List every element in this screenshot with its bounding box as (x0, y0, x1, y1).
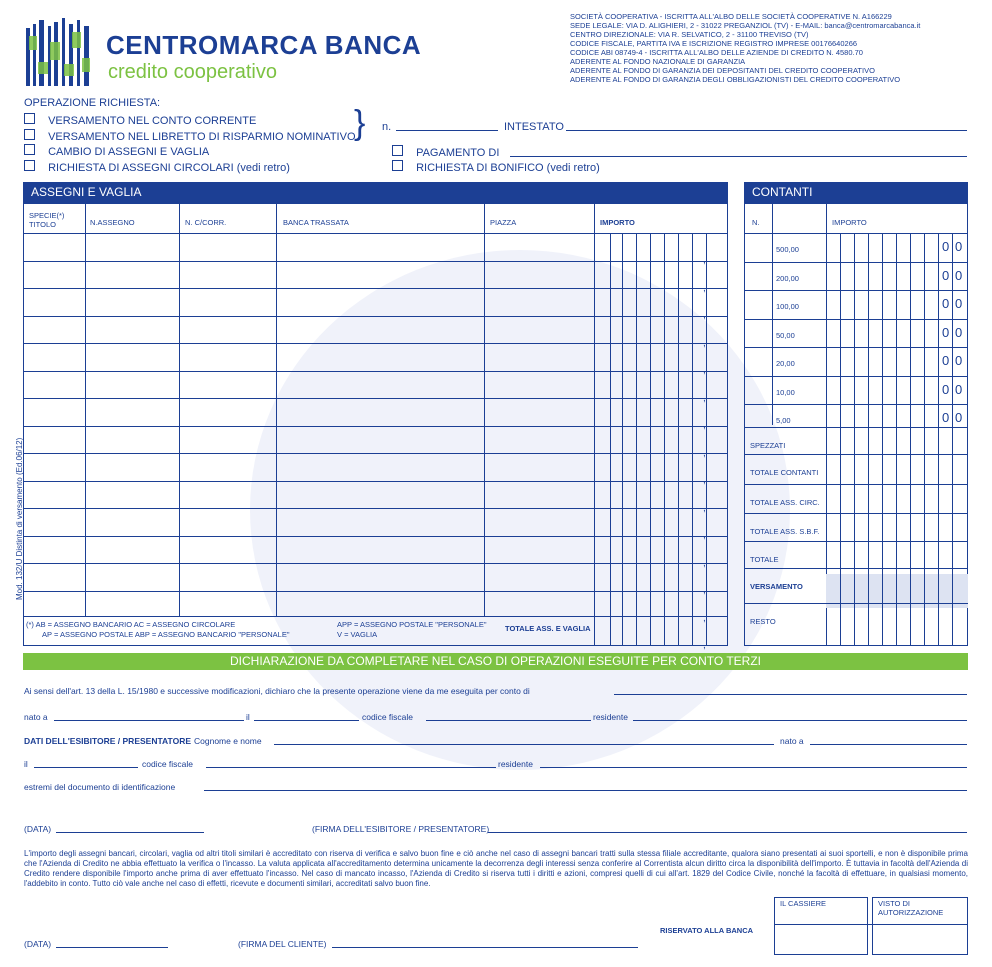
firma-cliente-field[interactable] (332, 947, 638, 948)
contanti-total-row[interactable] (744, 454, 968, 455)
comma-mark: , (703, 365, 706, 376)
contanti-total-label: SPEZZATI (750, 441, 786, 450)
info-line: ADERENTE AL FONDO DI GARANZIA DEGLI OBBLIGAZIONISTI DEL CREDITO COOPERATIVO (570, 75, 901, 84)
nato-a-field[interactable] (54, 720, 244, 721)
bonifico-label: RICHIESTA DI BONIFICO (vedi retro) (416, 162, 600, 174)
digit-divider (924, 233, 925, 646)
zero-cents: 0 (955, 268, 963, 283)
zero-cents: 0 (955, 296, 963, 311)
digit-divider (664, 233, 665, 646)
option-conto-corrente: VERSAMENTO NEL CONTO CORRENTE (48, 115, 257, 127)
zero-cents: 0 (942, 268, 950, 283)
info-line: ADERENTE AL FONDO NAZIONALE DI GARANZIA (570, 57, 746, 66)
contanti-total-row[interactable] (744, 484, 968, 485)
info-line: ADERENTE AL FONDO DI GARANZIA DEI DEPOSITANTI DEL CREDITO COOPERATIVO (570, 66, 875, 75)
option-libretto: VERSAMENTO NEL LIBRETTO DI RISPARMIO NOMINATIVO (48, 130, 356, 143)
side-label-container (15, 400, 25, 600)
contanti-row[interactable] (744, 290, 968, 291)
cf-label: codice fiscale (362, 712, 414, 722)
per-conto-di-field[interactable] (614, 694, 967, 695)
il-label: il (246, 712, 250, 722)
cassiere-label: IL CASSIERE (780, 899, 826, 908)
comma-mark: , (703, 640, 706, 651)
checkbox[interactable] (24, 144, 35, 155)
il-label-2: il (24, 759, 28, 769)
digit-divider (622, 233, 623, 646)
col-piazza: PIAZZA (490, 218, 517, 227)
checkbox[interactable] (24, 129, 35, 140)
info-line: CODICE ABI 08749-4 - ISCRITTA ALL'ALBO DELLE AZIENDE DI CREDITO N. 4580.70 (570, 48, 863, 57)
zero-cents: 0 (955, 353, 963, 368)
digit-divider (882, 233, 883, 646)
option-assegni-circolari: RICHIESTA DI ASSEGNI CIRCOLARI (vedi retro) (48, 161, 290, 174)
denomination-label: 50,00 (776, 331, 795, 340)
denomination-label: 500,00 (776, 245, 799, 254)
legend-3: APP = ASSEGNO POSTALE "PERSONALE" (337, 620, 487, 629)
estremi-label: estremi del documento di identificazione (24, 782, 176, 792)
residente-label-2: residente (498, 759, 533, 769)
col-specie: SPECIE(*) TITOLO (29, 211, 65, 229)
comma-mark: , (703, 585, 706, 596)
denomination-label: 200,00 (776, 274, 799, 283)
nato-a-field-2[interactable] (810, 744, 967, 745)
estremi-field[interactable] (204, 790, 967, 791)
zero-cents: 0 (955, 239, 963, 254)
cf-field[interactable] (426, 720, 591, 721)
divider (85, 203, 86, 616)
brand-name: CENTROMARCA BANCA (106, 30, 422, 60)
bank-logo-icon (24, 18, 96, 88)
denomination-label: 5,00 (776, 416, 791, 425)
pagamento-row (392, 145, 499, 159)
nato-a-label: nato a (24, 712, 48, 722)
zero-cents: 0 (955, 410, 963, 425)
comma-mark: , (703, 448, 706, 459)
checkbox[interactable] (392, 160, 403, 171)
contanti-total-row[interactable] (744, 603, 968, 604)
dati-esibitore-label: DATI DELL'ESIBITORE / PRESENTATORE (24, 736, 191, 746)
col-n-ccorr: N. C/CORR. (185, 218, 227, 227)
total-assegni-label: TOTALE ASS. E VAGLIA (505, 624, 591, 633)
contanti-row[interactable] (744, 233, 968, 234)
contanti-total-row[interactable] (744, 513, 968, 514)
digit-divider (610, 233, 611, 646)
divider (276, 203, 277, 616)
contanti-row[interactable] (744, 404, 968, 405)
zero-cents: 0 (942, 296, 950, 311)
assegni-header: ASSEGNI E VAGLIA (23, 182, 728, 203)
denomination-label: 100,00 (776, 302, 799, 311)
comma-mark: , (703, 420, 706, 431)
col-n-assegno: N.ASSEGNO (90, 218, 135, 227)
contanti-total-label: TOTALE (750, 555, 779, 564)
comma-mark: , (703, 338, 706, 349)
terms-paragraph: L'importo degli assegni bancari, circolari, vaglia od altri titoli similari è accreditato con riserva di verifica e salvo buon fine e ciò anche nel caso di assegni bancari tratti sulla stessa filiale accreditante, qualora siano presentati ai suoi sportelli, e non è disponibile prima che l'Azienda di Credito ne abbia effettuato la verifica o l'incasso. La valuta applicata all'accreditamento determina unicamente la decorrenza degli interessi senza conferire al Correntista alcun diritto circa la disponibilità dell'importo. È tuttavia in facoltà dell'Azienda di Credito rendere disponibile l'importo anche prima di aver effettuato l'incasso. Nel caso di mancato incasso, l'Azienda di Credito si riserva tutti i diritti e azioni, compresi quelli di cui all'art. 1829 del Codice Civile, nonché la facoltà di effettuare, in qualsiasi momento, l'addebito in conto. Tutto ciò vale anche nel caso di effetti, ricevute e documenti similari, accreditati salvo buon fine. (24, 849, 968, 888)
brand-subtitle: credito cooperativo (108, 61, 277, 83)
zero-cents: 0 (942, 239, 950, 254)
firma-esibitore-field[interactable] (488, 832, 967, 833)
col-banca: BANCA TRASSATA (283, 218, 349, 227)
contanti-total-label: TOTALE ASS. S.B.F. (750, 527, 820, 536)
firma-cliente-label: (FIRMA DEL CLIENTE) (238, 939, 327, 949)
zero-cents: 0 (955, 325, 963, 340)
zero-cents: 0 (942, 353, 950, 368)
digit-divider (692, 233, 693, 646)
data-field[interactable] (56, 832, 204, 833)
digit-divider (910, 233, 911, 646)
residente-field[interactable] (633, 720, 967, 721)
digit-divider (938, 233, 939, 646)
comma-mark: , (703, 530, 706, 541)
residente-label: residente (593, 712, 628, 722)
comma-mark: , (703, 310, 706, 321)
footer-data-field[interactable] (56, 947, 168, 948)
option-cambio: CAMBIO DI ASSEGNI E VAGLIA (48, 146, 210, 158)
digit-divider (840, 233, 841, 646)
comma-mark: , (703, 283, 706, 294)
n-field[interactable] (396, 130, 498, 131)
cf-field-2[interactable] (206, 767, 496, 768)
contanti-header: CONTANTI (744, 182, 968, 203)
zero-cents: 0 (942, 325, 950, 340)
bank-info (570, 12, 980, 84)
n-label: n. (382, 121, 392, 133)
divider (774, 924, 968, 925)
riservato-label: RISERVATO ALLA BANCA (660, 926, 754, 935)
digit-divider (650, 233, 651, 646)
legend-1: (*) AB = ASSEGNO BANCARIO AC = ASSEGNO CIRCOLARE (26, 620, 236, 629)
divider (772, 203, 773, 425)
comma-mark: , (703, 613, 706, 624)
comma-mark: , (703, 393, 706, 404)
il-field[interactable] (254, 720, 359, 721)
col-importo: IMPORTO (600, 218, 635, 227)
legend-4: V = VAGLIA (337, 630, 378, 639)
footer-data-label: (DATA) (24, 939, 52, 949)
info-line: SEDE LEGALE: VIA D. ALIGHIERI, 2 - 31022 PREGANZIOL (TV) - E-MAIL: banca@centromarcabanca.it (570, 21, 921, 30)
denomination-label: 20,00 (776, 359, 795, 368)
comma-mark: , (703, 255, 706, 266)
zero-cents: 0 (942, 410, 950, 425)
residente-field-2[interactable] (540, 767, 967, 768)
info-line: CODICE FISCALE, PARTITA IVA E ISCRIZIONE REGISTRO IMPRESE 00176640266 (570, 39, 858, 48)
contanti-total-label: RESTO (750, 617, 776, 626)
digit-divider (952, 233, 953, 646)
contanti-total-label: TOTALE CONTANTI (750, 468, 819, 477)
cognome-field[interactable] (274, 744, 774, 745)
il-field-2[interactable] (34, 767, 138, 768)
comma-mark: , (703, 475, 706, 486)
contanti-total-row[interactable] (744, 541, 968, 542)
side-label: Mod. 132/U Distinta di versamento (Ed.06/12) (15, 437, 24, 600)
zero-cents: 0 (955, 382, 963, 397)
comma-mark: , (703, 503, 706, 514)
digit-divider (636, 233, 637, 646)
contanti-total-label: VERSAMENTO (750, 582, 803, 591)
legend-2: AP = ASSEGNO POSTALE ABP = ASSEGNO BANCARIO "PERSONALE" (42, 630, 290, 639)
pagamento-field[interactable] (510, 156, 967, 157)
bonifico-row (392, 160, 600, 174)
cognome-label: Cognome e nome (194, 736, 262, 746)
digit-divider (896, 233, 897, 646)
info-line: SOCIETÀ COOPERATIVA - ISCRITTA ALL'ALBO DELLE SOCIETÀ COOPERATIVE N. A166229 (570, 12, 892, 21)
contanti-row[interactable] (744, 376, 968, 377)
brace: } (354, 104, 366, 142)
pagamento-label: PAGAMENTO DI (416, 147, 500, 159)
digit-divider (854, 233, 855, 646)
contanti-col-n: N. (752, 218, 760, 227)
divider (179, 203, 180, 616)
zero-cents: 0 (942, 382, 950, 397)
visto-label: VISTO DI AUTORIZZAZIONE (878, 899, 944, 917)
checkbox[interactable] (24, 160, 35, 171)
divider (484, 203, 485, 616)
divider (594, 203, 595, 646)
data-label: (DATA) (24, 824, 52, 834)
dich-line1: Ai sensi dell'art. 13 della L. 15/1980 e successive modificazioni, dichiaro che la presente operazione viene da me eseguita per conto di (24, 686, 530, 696)
contanti-row[interactable] (744, 347, 968, 348)
firma-esibitore-label: (FIRMA DELL'ESIBITORE / PRESENTATORE) (312, 824, 490, 834)
digit-divider (706, 233, 707, 646)
comma-mark: , (703, 558, 706, 569)
nato-a-label-2: nato a (780, 736, 804, 746)
checkbox[interactable] (392, 145, 403, 156)
info-line: CENTRO DIREZIONALE: VIA R. SELVATICO, 2 - 31100 TREVISO (TV) (570, 30, 809, 39)
digit-divider (678, 233, 679, 646)
contanti-total-label: TOTALE ASS. CIRC. (750, 498, 820, 507)
operation-title: OPERAZIONE RICHIESTA: (24, 97, 161, 109)
intestato-label: INTESTATO (504, 121, 564, 133)
contanti-total-row[interactable] (744, 427, 968, 428)
cf-label-2: codice fiscale (142, 759, 194, 769)
checkbox[interactable] (24, 113, 35, 124)
contanti-row[interactable] (744, 262, 968, 263)
operation-options (24, 113, 356, 175)
contanti-col-importo: IMPORTO (832, 218, 867, 227)
contanti-row[interactable] (744, 319, 968, 320)
dichiarazione-banner: DICHIARAZIONE DA COMPLETARE NEL CASO DI OPERAZIONI ESEGUITE PER CONTO TERZI (23, 653, 968, 670)
intestato-field[interactable] (566, 130, 967, 131)
digit-divider (868, 233, 869, 646)
contanti-total-row[interactable] (744, 568, 968, 569)
denomination-label: 10,00 (776, 388, 795, 397)
